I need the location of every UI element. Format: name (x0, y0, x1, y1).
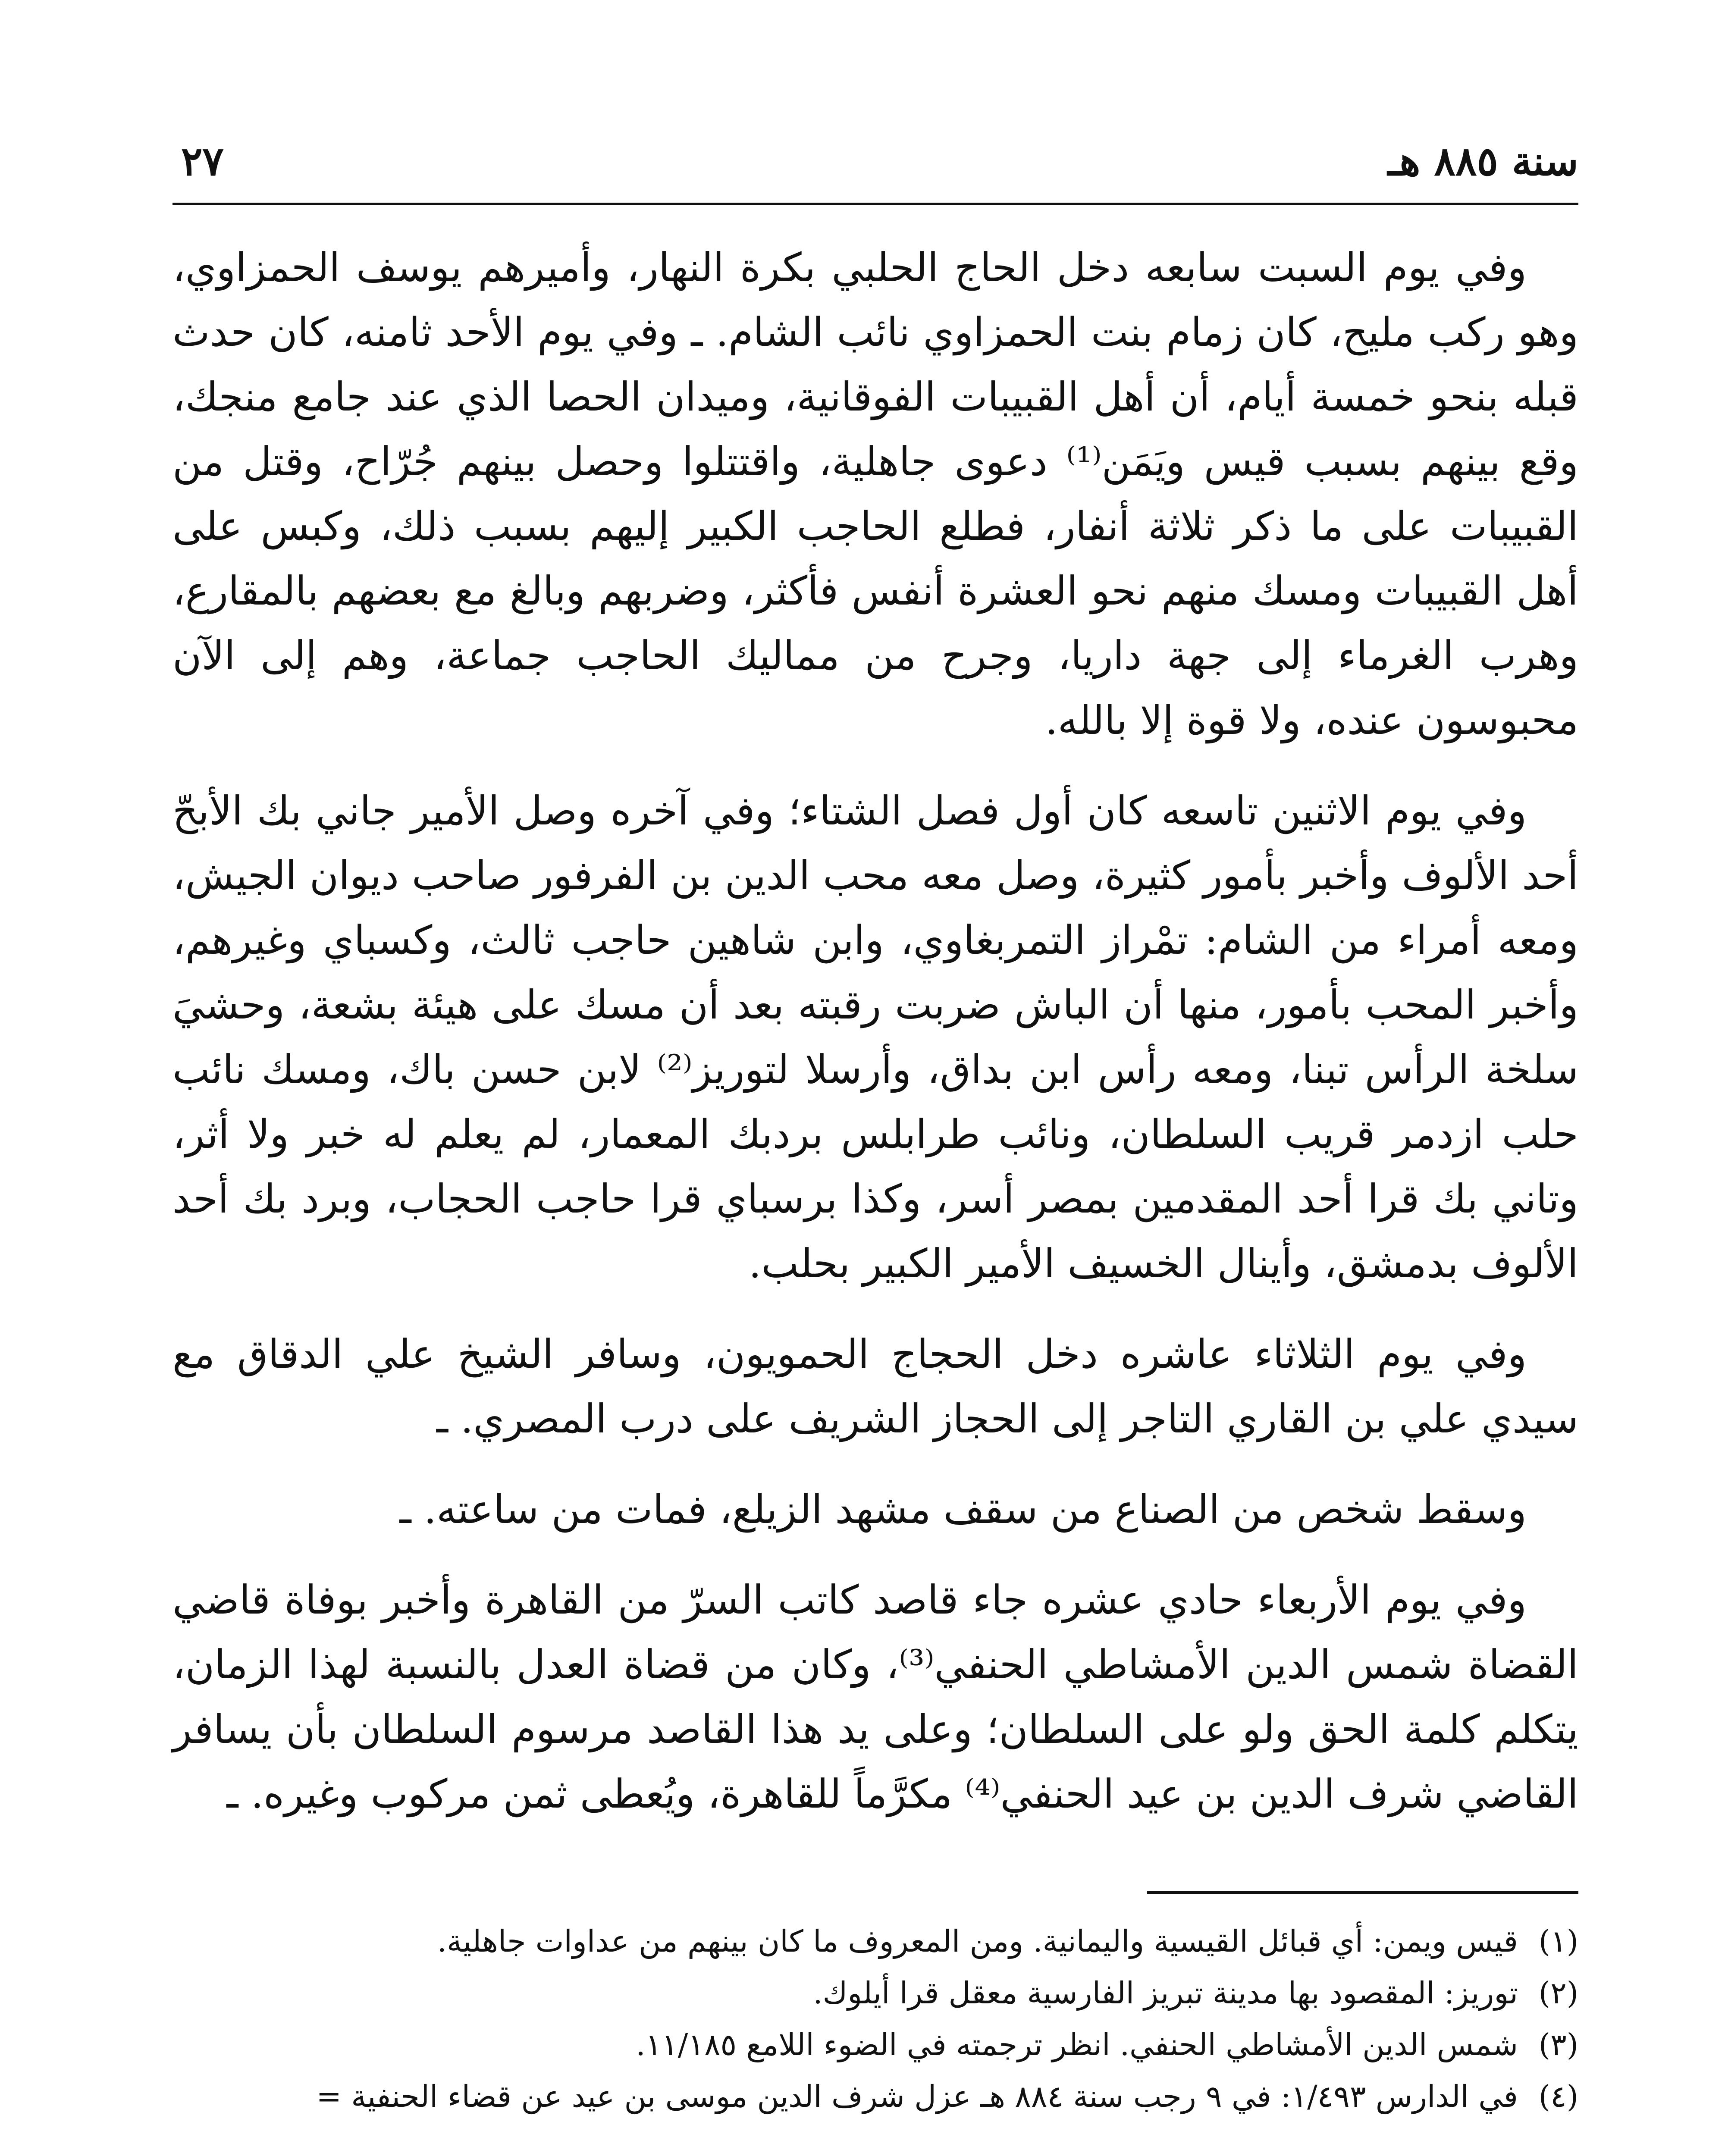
paragraph: وفي يوم السبت سابعه دخل الحاج الحلبي بكرة النهار، وأميرهم يوسف الحمزاوي، وهو ركب مليح، كان زمام بنت الحمزاوي نائب الشام. ـ وفي يوم الأحد ثامنه، كان حدث قبله بنحو خمسة أيام، أن أهل القبيبات الفوقانية، وميدان الحصا الذي عند جامع منجك، وقع بينهم بسبب قيس ويَمَن⁽¹⁾ دعوى جاهلية، واقتتلوا وحصل بينهم جُرّاح، وقتل من القبيبات على ما ذكر ثلاثة أنفار، فطلع الحاجب الكبير إليهم بسبب ذلك، وكبس على أهل القبيبات ومسك منهم نحو العشرة أنفس فأكثر، وضربهم وبالغ مع بعضهم بالمقارع، وهرب الغرماء إلى جهة داريا، وجرح من مماليك الحاجب جماعة، وهم إلى الآن محبوسون عنده، ولا قوة إلا بالله. (172, 244, 1579, 743)
paragraph: وسقط شخص من الصناع من سقف مشهد الزيلع، فمات من ساعته. ـ (399, 1486, 1527, 1532)
page-header (172, 129, 1578, 205)
paragraph: وفي يوم الاثنين تاسعه كان أول فصل الشتاء؛ وفي آخره وصل الأمير جاني بك الأبحّ أحد الألوف وأخبر بأمور كثيرة، وصل معه محب الدين بن الفرفور صاحب ديوان الجيش، ومعه أمراء من الشام: تمْراز التمربغاوي، وابن شاهين حاجب ثالث، وكسباي وغيرهم، وأخبر المحب بأمور، منها أن الباش ضربت رقبته بعد أن مسك على هيئة بشعة، وحشيَ سلخة الرأس تبنا، ومعه رأس ابن بداق، وأرسلا لتوريز⁽²⁾ لابن حسن باك، ومسك نائب حلب ازدمر قريب السلطان، ونائب طرابلس بردبك المعمار، لم يعلم له خبر ولا أثر، وتاني بك قرا أحد المقدمين بمصر أسر، وكذا برسباي قرا حاجب الحجاب، وبرد بك أحد الألوف بدمشق، وأينال الخسيف الأمير الكبير بحلب. (172, 788, 1579, 1287)
paragraph: وفي يوم الثلاثاء عاشره دخل الحجاج الحمويون، وسافر الشيخ علي الدقاق مع سيدي علي بن القاري التاجر إلى الحجاز الشريف على درب المصري. ـ (172, 1331, 1578, 1442)
footnote-number: (٢) (1538, 1975, 1578, 2011)
body-text (172, 235, 1578, 1827)
footnote-text: توريز: المقصود بها مدينة تبريز الفارسية معقل قرا أيلوك. (813, 1975, 1518, 2011)
footnote-text: قيس ويمن: أي قبائل القيسية واليمانية. ومن المعروف ما كان بينهم من عداوات جاهلية. (437, 1924, 1518, 1959)
running-title: سنة ٨٨٥ هـ (1388, 138, 1578, 185)
footnote-text: في الدارس ١/٤٩٣: في ٩ رجب سنة ٨٨٤ هـ عزل شرف الدين موسى بن عيد عن قضاء الحنفية = (316, 2079, 1518, 2114)
page-number: ٢٧ (181, 138, 224, 185)
footnote-number: (١) (1538, 1924, 1578, 1959)
document-page (172, 129, 1578, 2122)
footnote-number: (٣) (1538, 2027, 1578, 2062)
paragraph: وفي يوم الأربعاء حادي عشره جاء قاصد كاتب السرّ من القاهرة وأخبر بوفاة قاضي القضاة شمس الدين الأمشاطي الحنفي⁽³⁾، وكان من قضاة العدل بالنسبة لهذا الزمان، يتكلم كلمة الحق ولو على السلطان؛ وعلى يد هذا القاصد مرسوم السلطان بأن يسافر القاضي شرف الدين بن عيد الحنفي⁽⁴⁾ مكرَّماً للقاهرة، ويُعطى ثمن مركوب وغيره. ـ (172, 1577, 1578, 1817)
footnote-number: (٤) (1538, 2079, 1578, 2114)
footnote-item (172, 1915, 1578, 1967)
footnote-text: شمس الدين الأمشاطي الحنفي. انظر ترجمته في الضوء اللامع ١١/١٨٥. (636, 2027, 1518, 2062)
footnote-separator (1147, 1891, 1578, 1894)
footnote-item (172, 1967, 1578, 2019)
footnote-item (172, 2019, 1578, 2071)
footnote-item (172, 2071, 1578, 2122)
footnotes (172, 1915, 1578, 2122)
